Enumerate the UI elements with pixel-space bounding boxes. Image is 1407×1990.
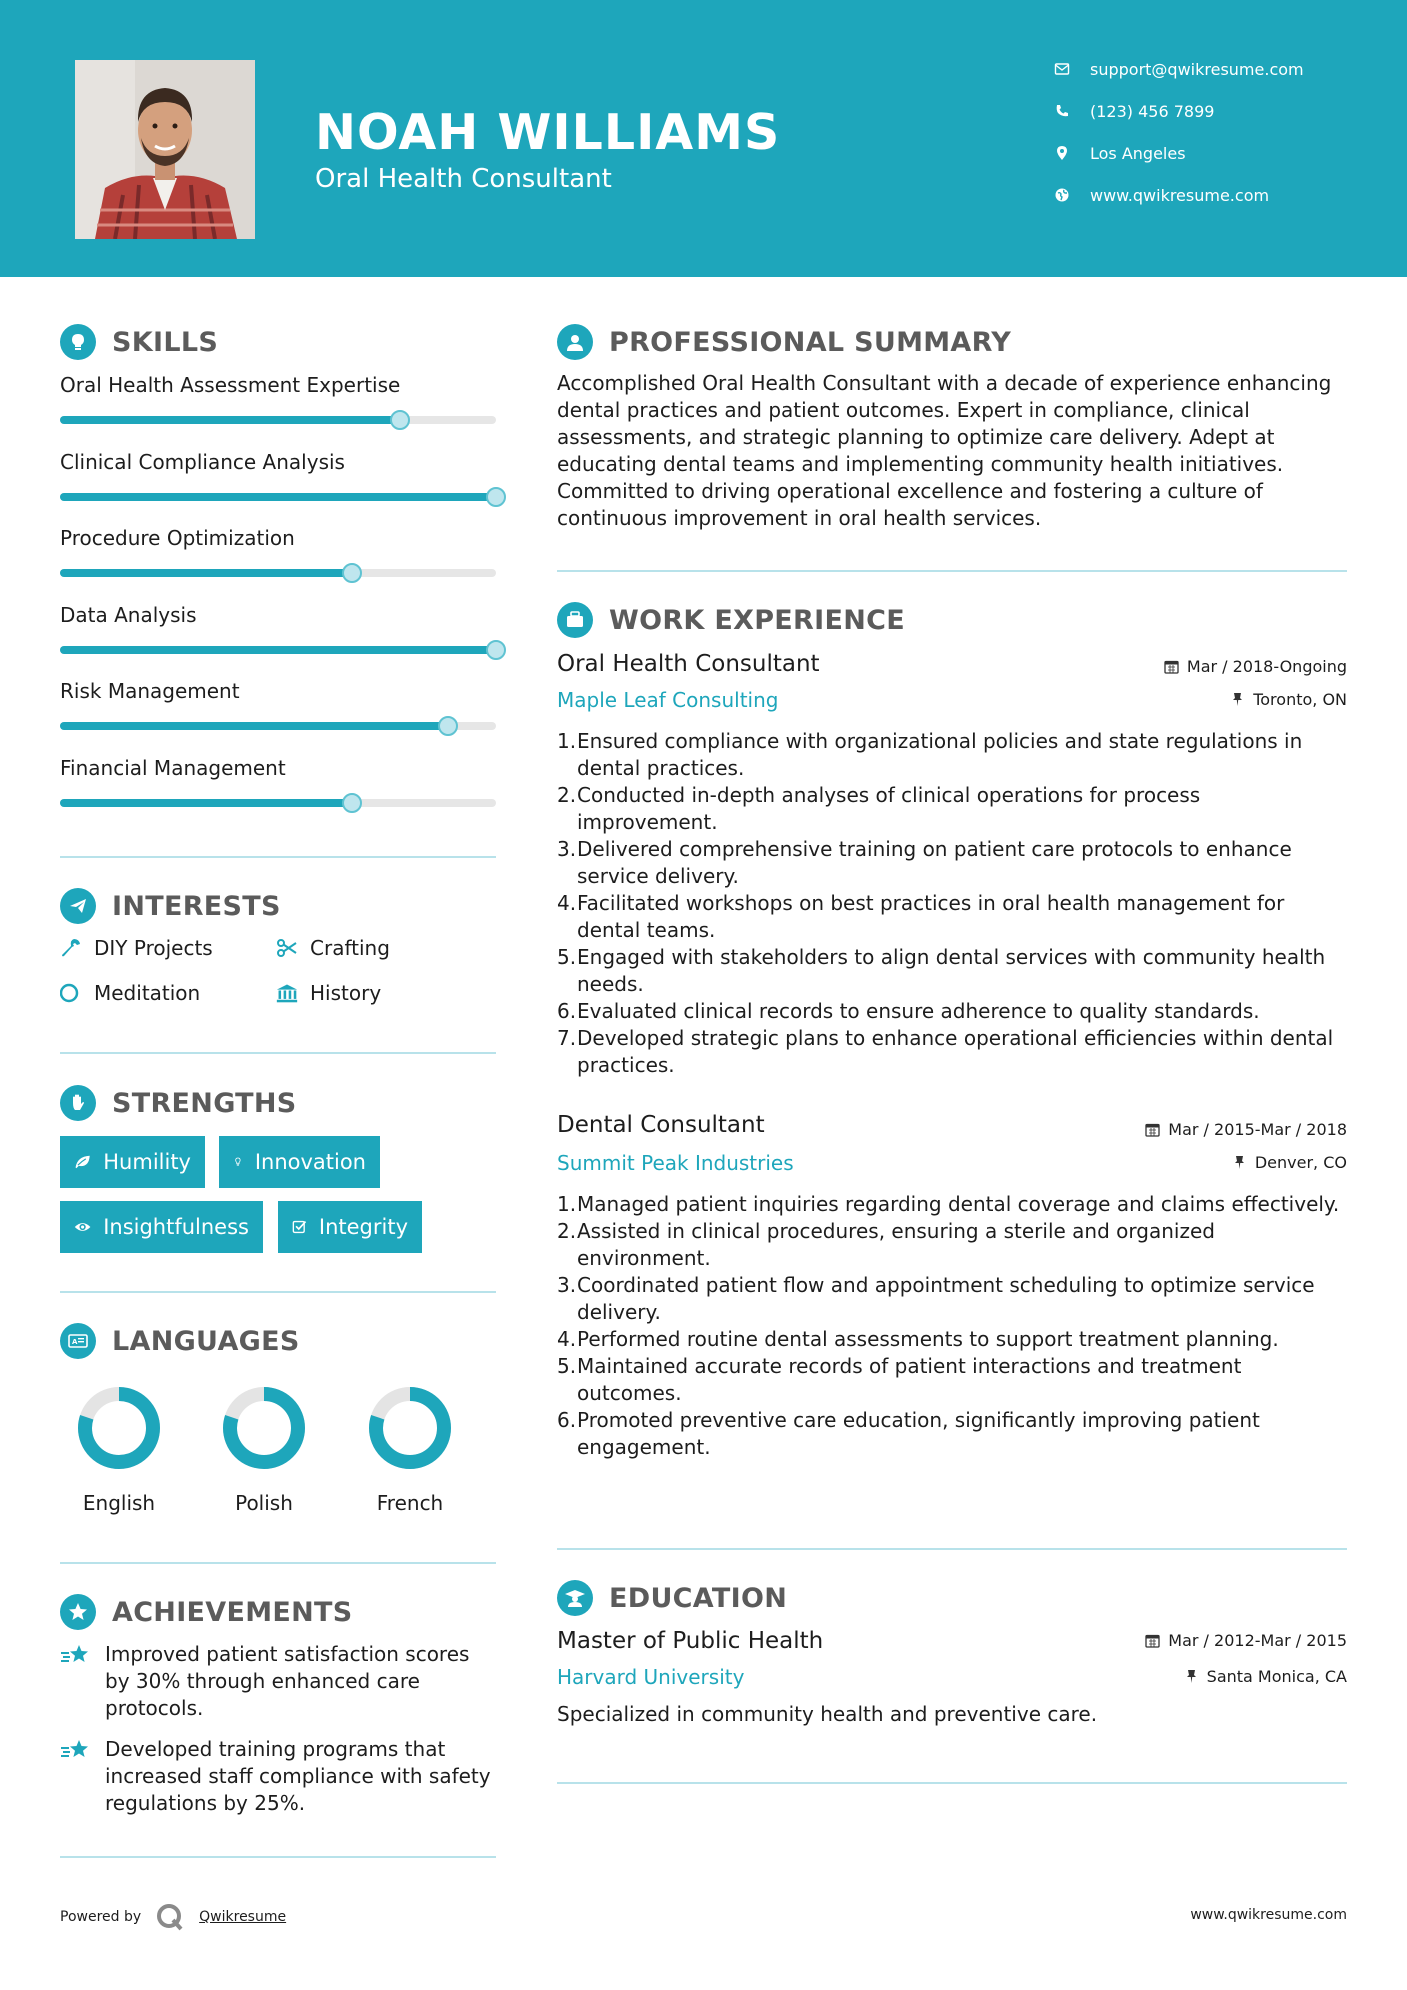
envelope-icon bbox=[1054, 61, 1090, 77]
graduate-icon bbox=[557, 1580, 593, 1616]
lightbulb-icon bbox=[233, 1151, 243, 1173]
strength-chip bbox=[60, 1136, 205, 1188]
job-location bbox=[1230, 690, 1347, 709]
contact-website-text: www.qwikresume.com bbox=[1090, 185, 1270, 205]
hand-icon bbox=[60, 1085, 96, 1121]
responsibility-text: Coordinated patient flow and appointment scheduling to optimize service delivery. bbox=[577, 1273, 1315, 1324]
responsibility-item bbox=[557, 1218, 1347, 1272]
skill-label: Procedure Optimization bbox=[60, 526, 295, 550]
skill-bar bbox=[60, 416, 496, 424]
divider bbox=[557, 1782, 1347, 1784]
job-dates-text: Mar / 2018-Ongoing bbox=[1186, 657, 1347, 676]
education-school: Harvard University bbox=[557, 1665, 745, 1689]
responsibility-text: Assisted in clinical procedures, ensuring a sterile and organized environment. bbox=[577, 1219, 1215, 1270]
language-item bbox=[355, 1383, 465, 1515]
interests-heading bbox=[60, 888, 281, 924]
achievement-text: Improved patient satisfaction scores by 30% through enhanced care protocols. bbox=[105, 1642, 470, 1720]
strength-chip bbox=[60, 1201, 263, 1253]
contact-website[interactable] bbox=[1054, 183, 1384, 207]
job-location-text: Denver, CO bbox=[1254, 1153, 1347, 1172]
responsibility-text: Evaluated clinical records to ensure adherence to quality standards. bbox=[577, 999, 1260, 1023]
job-responsibilities bbox=[557, 728, 1347, 1079]
job-responsibilities bbox=[557, 1191, 1347, 1461]
powered-by-text: Powered by bbox=[60, 1909, 142, 1925]
qwikresume-link[interactable]: Qwikresume bbox=[199, 1909, 287, 1925]
interest-label: DIY Projects bbox=[94, 936, 213, 960]
education-location bbox=[1184, 1667, 1347, 1686]
map-marker-icon bbox=[1054, 145, 1090, 161]
contact-location-text: Los Angeles bbox=[1090, 143, 1186, 163]
profile-photo bbox=[75, 60, 255, 239]
wrench-icon bbox=[60, 937, 94, 959]
briefcase-icon bbox=[557, 602, 593, 638]
job-dates bbox=[1145, 1120, 1347, 1139]
responsibility-item bbox=[557, 998, 1347, 1025]
bank-icon bbox=[276, 982, 310, 1004]
strengths-heading-text: STRENGTHS bbox=[112, 1087, 297, 1119]
skill-bar-fill bbox=[60, 646, 496, 654]
strength-label: Integrity bbox=[318, 1215, 408, 1239]
resume-header bbox=[0, 0, 1407, 277]
circle-icon bbox=[60, 982, 94, 1004]
experience-heading bbox=[557, 602, 905, 638]
responsibility-text: Engaged with stakeholders to align dental services with community health needs. bbox=[577, 945, 1326, 996]
skills-heading-text: SKILLS bbox=[112, 326, 219, 358]
divider bbox=[60, 1562, 496, 1564]
job-company: Summit Peak Industries bbox=[557, 1151, 794, 1175]
svg-text:A: A bbox=[72, 1338, 78, 1346]
job-company: Maple Leaf Consulting bbox=[557, 688, 779, 712]
job-dates bbox=[1164, 657, 1347, 676]
job-dates-text: Mar / 2015-Mar / 2018 bbox=[1168, 1120, 1347, 1139]
strength-label: Insightfulness bbox=[103, 1215, 249, 1239]
language-icon bbox=[60, 1323, 96, 1359]
divider bbox=[60, 1856, 496, 1858]
interest-item bbox=[276, 936, 390, 960]
skill-bar-fill bbox=[60, 799, 352, 807]
phone-icon bbox=[1054, 103, 1090, 119]
skill-label: Oral Health Assessment Expertise bbox=[60, 373, 401, 397]
skill-bar-fill bbox=[60, 722, 448, 730]
education-heading bbox=[557, 1580, 787, 1616]
footer-powered-by bbox=[60, 1902, 286, 1932]
responsibility-item bbox=[557, 1326, 1347, 1353]
responsibility-text: Maintained accurate records of patient interactions and treatment outcomes. bbox=[577, 1354, 1242, 1405]
responsibility-item bbox=[557, 1025, 1347, 1079]
divider bbox=[557, 1548, 1347, 1550]
skill-bar-knob bbox=[486, 487, 506, 507]
pushpin-icon bbox=[1230, 692, 1245, 707]
user-icon bbox=[557, 324, 593, 360]
skill-bar-fill bbox=[60, 569, 352, 577]
qwikresume-logo-icon bbox=[155, 1902, 185, 1932]
job-title: Dental Consultant bbox=[557, 1112, 765, 1138]
paper-plane-icon bbox=[60, 888, 96, 924]
education-location-text: Santa Monica, CA bbox=[1206, 1667, 1347, 1686]
calendar-icon bbox=[1145, 1633, 1160, 1648]
globe-icon bbox=[1054, 187, 1090, 203]
candidate-name: NOAH WILLIAMS bbox=[315, 104, 781, 161]
responsibility-text: Managed patient inquiries regarding dental coverage and claims effectively. bbox=[577, 1192, 1340, 1216]
skill-bar-knob bbox=[390, 410, 410, 430]
contact-phone-text: (123) 456 7899 bbox=[1090, 101, 1215, 121]
list-number: 3. bbox=[557, 1273, 577, 1297]
strength-chip bbox=[219, 1136, 380, 1188]
strengths-heading bbox=[60, 1085, 297, 1121]
check-square-icon bbox=[292, 1216, 307, 1238]
education-heading-text: EDUCATION bbox=[609, 1582, 788, 1614]
lightbulb-icon bbox=[60, 324, 96, 360]
summary-heading bbox=[557, 324, 1011, 360]
education-dates bbox=[1145, 1631, 1347, 1650]
list-number: 5. bbox=[557, 945, 577, 969]
contact-location bbox=[1054, 141, 1384, 165]
calendar-icon bbox=[1145, 1122, 1160, 1137]
language-label: French bbox=[376, 1491, 444, 1515]
responsibility-text: Performed routine dental assessments to support treatment planning. bbox=[577, 1327, 1279, 1351]
education-description: Specialized in community health and preventive care. bbox=[557, 1702, 1098, 1726]
interest-item bbox=[60, 981, 200, 1005]
star-icon bbox=[60, 1594, 96, 1630]
job-title: Oral Health Consultant bbox=[557, 651, 820, 677]
skill-bar bbox=[60, 646, 496, 654]
list-number: 7. bbox=[557, 1026, 577, 1050]
responsibility-item bbox=[557, 1191, 1347, 1218]
skills-heading bbox=[60, 324, 218, 360]
achievement-item bbox=[60, 1736, 500, 1817]
responsibility-text: Delivered comprehensive training on patient care protocols to enhance service delivery. bbox=[577, 837, 1292, 888]
languages-heading-text: LANGUAGES bbox=[112, 1325, 300, 1357]
skill-label: Risk Management bbox=[60, 679, 240, 703]
skill-bar-fill bbox=[60, 493, 496, 501]
footer-url[interactable]: www.qwikresume.com bbox=[1190, 1907, 1347, 1923]
scissors-icon bbox=[276, 937, 310, 959]
skill-bar-fill bbox=[60, 416, 400, 424]
responsibility-text: Conducted in-depth analyses of clinical operations for process improvement. bbox=[577, 783, 1201, 834]
calendar-icon bbox=[1164, 659, 1179, 674]
strength-label: Innovation bbox=[254, 1150, 366, 1174]
interest-label: History bbox=[310, 981, 382, 1005]
divider bbox=[60, 856, 496, 858]
interest-item bbox=[60, 936, 213, 960]
eye-icon bbox=[74, 1216, 91, 1238]
list-number: 6. bbox=[557, 999, 577, 1023]
interest-label: Crafting bbox=[310, 936, 390, 960]
summary-heading-text: PROFESSIONAL SUMMARY bbox=[609, 326, 1012, 358]
skill-bar bbox=[60, 799, 496, 807]
language-item bbox=[209, 1383, 319, 1515]
list-number: 3. bbox=[557, 837, 577, 861]
list-number: 1. bbox=[557, 1192, 577, 1216]
contact-phone[interactable] bbox=[1054, 99, 1384, 123]
divider bbox=[557, 570, 1347, 572]
language-proficiency-ring bbox=[74, 1383, 164, 1473]
list-number: 2. bbox=[557, 1219, 577, 1243]
achievements-heading-text: ACHIEVEMENTS bbox=[112, 1596, 353, 1628]
language-label: Polish bbox=[235, 1491, 293, 1515]
achievement-text: Developed training programs that increased staff compliance with safety regulations by 25%. bbox=[105, 1737, 491, 1815]
list-number: 4. bbox=[557, 891, 577, 915]
responsibility-text: Promoted preventive care education, significantly improving patient engagement. bbox=[577, 1408, 1260, 1459]
responsibility-item bbox=[557, 836, 1347, 890]
responsibility-item bbox=[557, 890, 1347, 944]
summary-text: Accomplished Oral Health Consultant with a decade of experience enhancing dental practices and patient outcomes. Expert in compliance, clinical assessments, and strategic planning to optimize care delivery. Adept at educating dental teams and implementing community health initiatives. Committed to driving operational excellence and fostering a culture of continuous improvement in oral health services. bbox=[557, 371, 1332, 530]
contact-email[interactable] bbox=[1054, 57, 1384, 81]
list-number: 4. bbox=[557, 1327, 577, 1351]
language-proficiency-ring bbox=[365, 1383, 455, 1473]
responsibility-item bbox=[557, 1353, 1347, 1407]
pushpin-icon bbox=[1232, 1155, 1247, 1170]
language-proficiency-ring bbox=[219, 1383, 309, 1473]
skill-bar bbox=[60, 569, 496, 577]
divider bbox=[60, 1052, 496, 1054]
skill-bar-knob bbox=[438, 716, 458, 736]
job-location bbox=[1232, 1153, 1347, 1172]
skill-bar-knob bbox=[486, 640, 506, 660]
responsibility-item bbox=[557, 1407, 1347, 1461]
strength-label: Humility bbox=[103, 1150, 191, 1174]
contact-email-text: support@qwikresume.com bbox=[1090, 59, 1304, 79]
list-number: 6. bbox=[557, 1408, 577, 1432]
skill-bar bbox=[60, 722, 496, 730]
responsibility-item bbox=[557, 1272, 1347, 1326]
job-location-text: Toronto, ON bbox=[1253, 690, 1347, 709]
responsibility-item bbox=[557, 728, 1347, 782]
achievements-heading bbox=[60, 1594, 353, 1630]
candidate-title: Oral Health Consultant bbox=[315, 164, 612, 194]
responsibility-text: Facilitated workshops on best practices in oral health management for dental teams. bbox=[577, 891, 1285, 942]
leaf-icon bbox=[74, 1151, 91, 1173]
education-degree: Master of Public Health bbox=[557, 1628, 824, 1654]
list-number: 1. bbox=[557, 729, 577, 753]
responsibility-item bbox=[557, 782, 1347, 836]
skill-bar-knob bbox=[342, 793, 362, 813]
skill-label: Financial Management bbox=[60, 755, 286, 780]
pushpin-icon bbox=[1184, 1669, 1199, 1684]
education-dates-text: Mar / 2012-Mar / 2015 bbox=[1168, 1631, 1347, 1650]
divider bbox=[60, 1291, 496, 1293]
experience-heading-text: WORK EXPERIENCE bbox=[609, 604, 905, 636]
skill-bar bbox=[60, 493, 496, 501]
achievement-item bbox=[60, 1641, 500, 1722]
languages-heading bbox=[60, 1323, 300, 1359]
responsibility-item bbox=[557, 944, 1347, 998]
interests-heading-text: INTERESTS bbox=[112, 890, 281, 922]
interest-item bbox=[276, 981, 381, 1005]
strength-chip bbox=[278, 1201, 422, 1253]
skill-bar-knob bbox=[342, 563, 362, 583]
skill-label: Data Analysis bbox=[60, 602, 197, 627]
list-number: 2. bbox=[557, 783, 577, 807]
shooting-star-icon bbox=[60, 1736, 105, 1817]
language-item bbox=[64, 1383, 174, 1515]
list-number: 5. bbox=[557, 1354, 577, 1378]
skill-label: Clinical Compliance Analysis bbox=[60, 449, 345, 474]
responsibility-text: Ensured compliance with organizational policies and state regulations in dental practices. bbox=[577, 729, 1303, 780]
shooting-star-icon bbox=[60, 1641, 105, 1722]
language-label: English bbox=[82, 1491, 156, 1515]
responsibility-text: Developed strategic plans to enhance operational efficiencies within dental practices. bbox=[577, 1026, 1334, 1077]
interest-label: Meditation bbox=[94, 981, 201, 1005]
